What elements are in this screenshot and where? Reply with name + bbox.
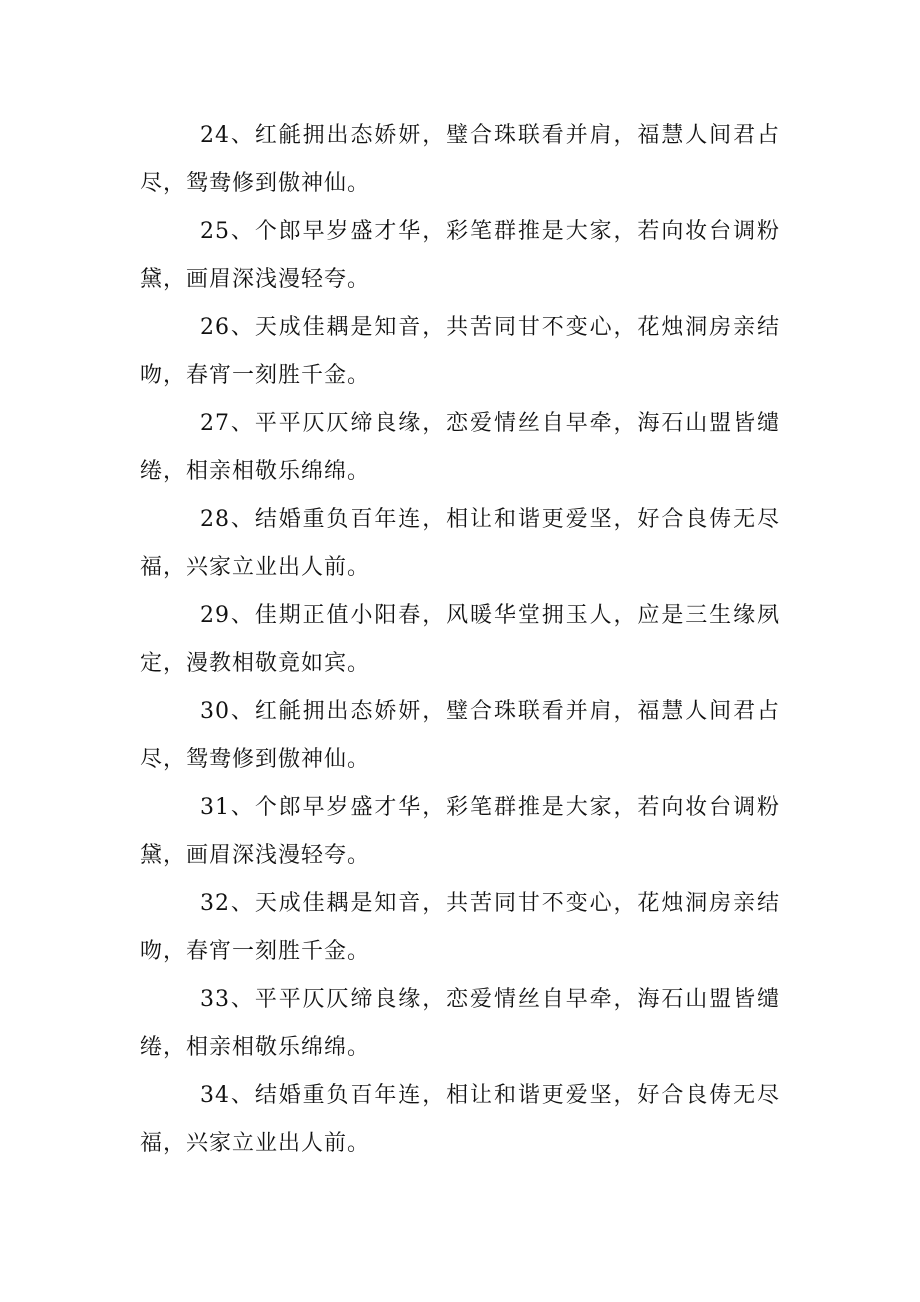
- paragraph-26: 26、天成佳耦是知音，共苦同甘不变心，花烛洞房亲结吻，春宵一刻胜千金。: [140, 315, 780, 388]
- paragraph-33: 33、平平仄仄缔良缘，恋爱情丝自早牵，海石山盟皆缱绻，相亲相敬乐绵绵。: [140, 987, 780, 1060]
- document-body: [140, 112, 780, 1168]
- paragraph-25: 25、个郎早岁盛才华，彩笔群推是大家，若向妆台调粉黛，画眉深浅漫轻夸。: [140, 219, 780, 292]
- paragraph-34: 34、结婚重负百年连，相让和谐更爱坚，好合良俦无尽福，兴家立业出人前。: [140, 1083, 780, 1156]
- paragraph-24: 24、红毹拥出态娇妍，璧合珠联看并肩，福慧人间君占尽，鸳鸯修到傲神仙。: [140, 123, 780, 196]
- paragraph-29: 29、佳期正值小阳春，风暖华堂拥玉人，应是三生缘夙定，漫教相敬竟如宾。: [140, 603, 780, 676]
- paragraph-27: 27、平平仄仄缔良缘，恋爱情丝自早牵，海石山盟皆缱绻，相亲相敬乐绵绵。: [140, 411, 780, 484]
- paragraph-28: 28、结婚重负百年连，相让和谐更爱坚，好合良俦无尽福，兴家立业出人前。: [140, 507, 780, 580]
- paragraph-31: 31、个郎早岁盛才华，彩笔群推是大家，若向妆台调粉黛，画眉深浅漫轻夸。: [140, 795, 780, 868]
- paragraph-30: 30、红毹拥出态娇妍，璧合珠联看并肩，福慧人间君占尽，鸳鸯修到傲神仙。: [140, 699, 780, 772]
- paragraph-32: 32、天成佳耦是知音，共苦同甘不变心，花烛洞房亲结吻，春宵一刻胜千金。: [140, 891, 780, 964]
